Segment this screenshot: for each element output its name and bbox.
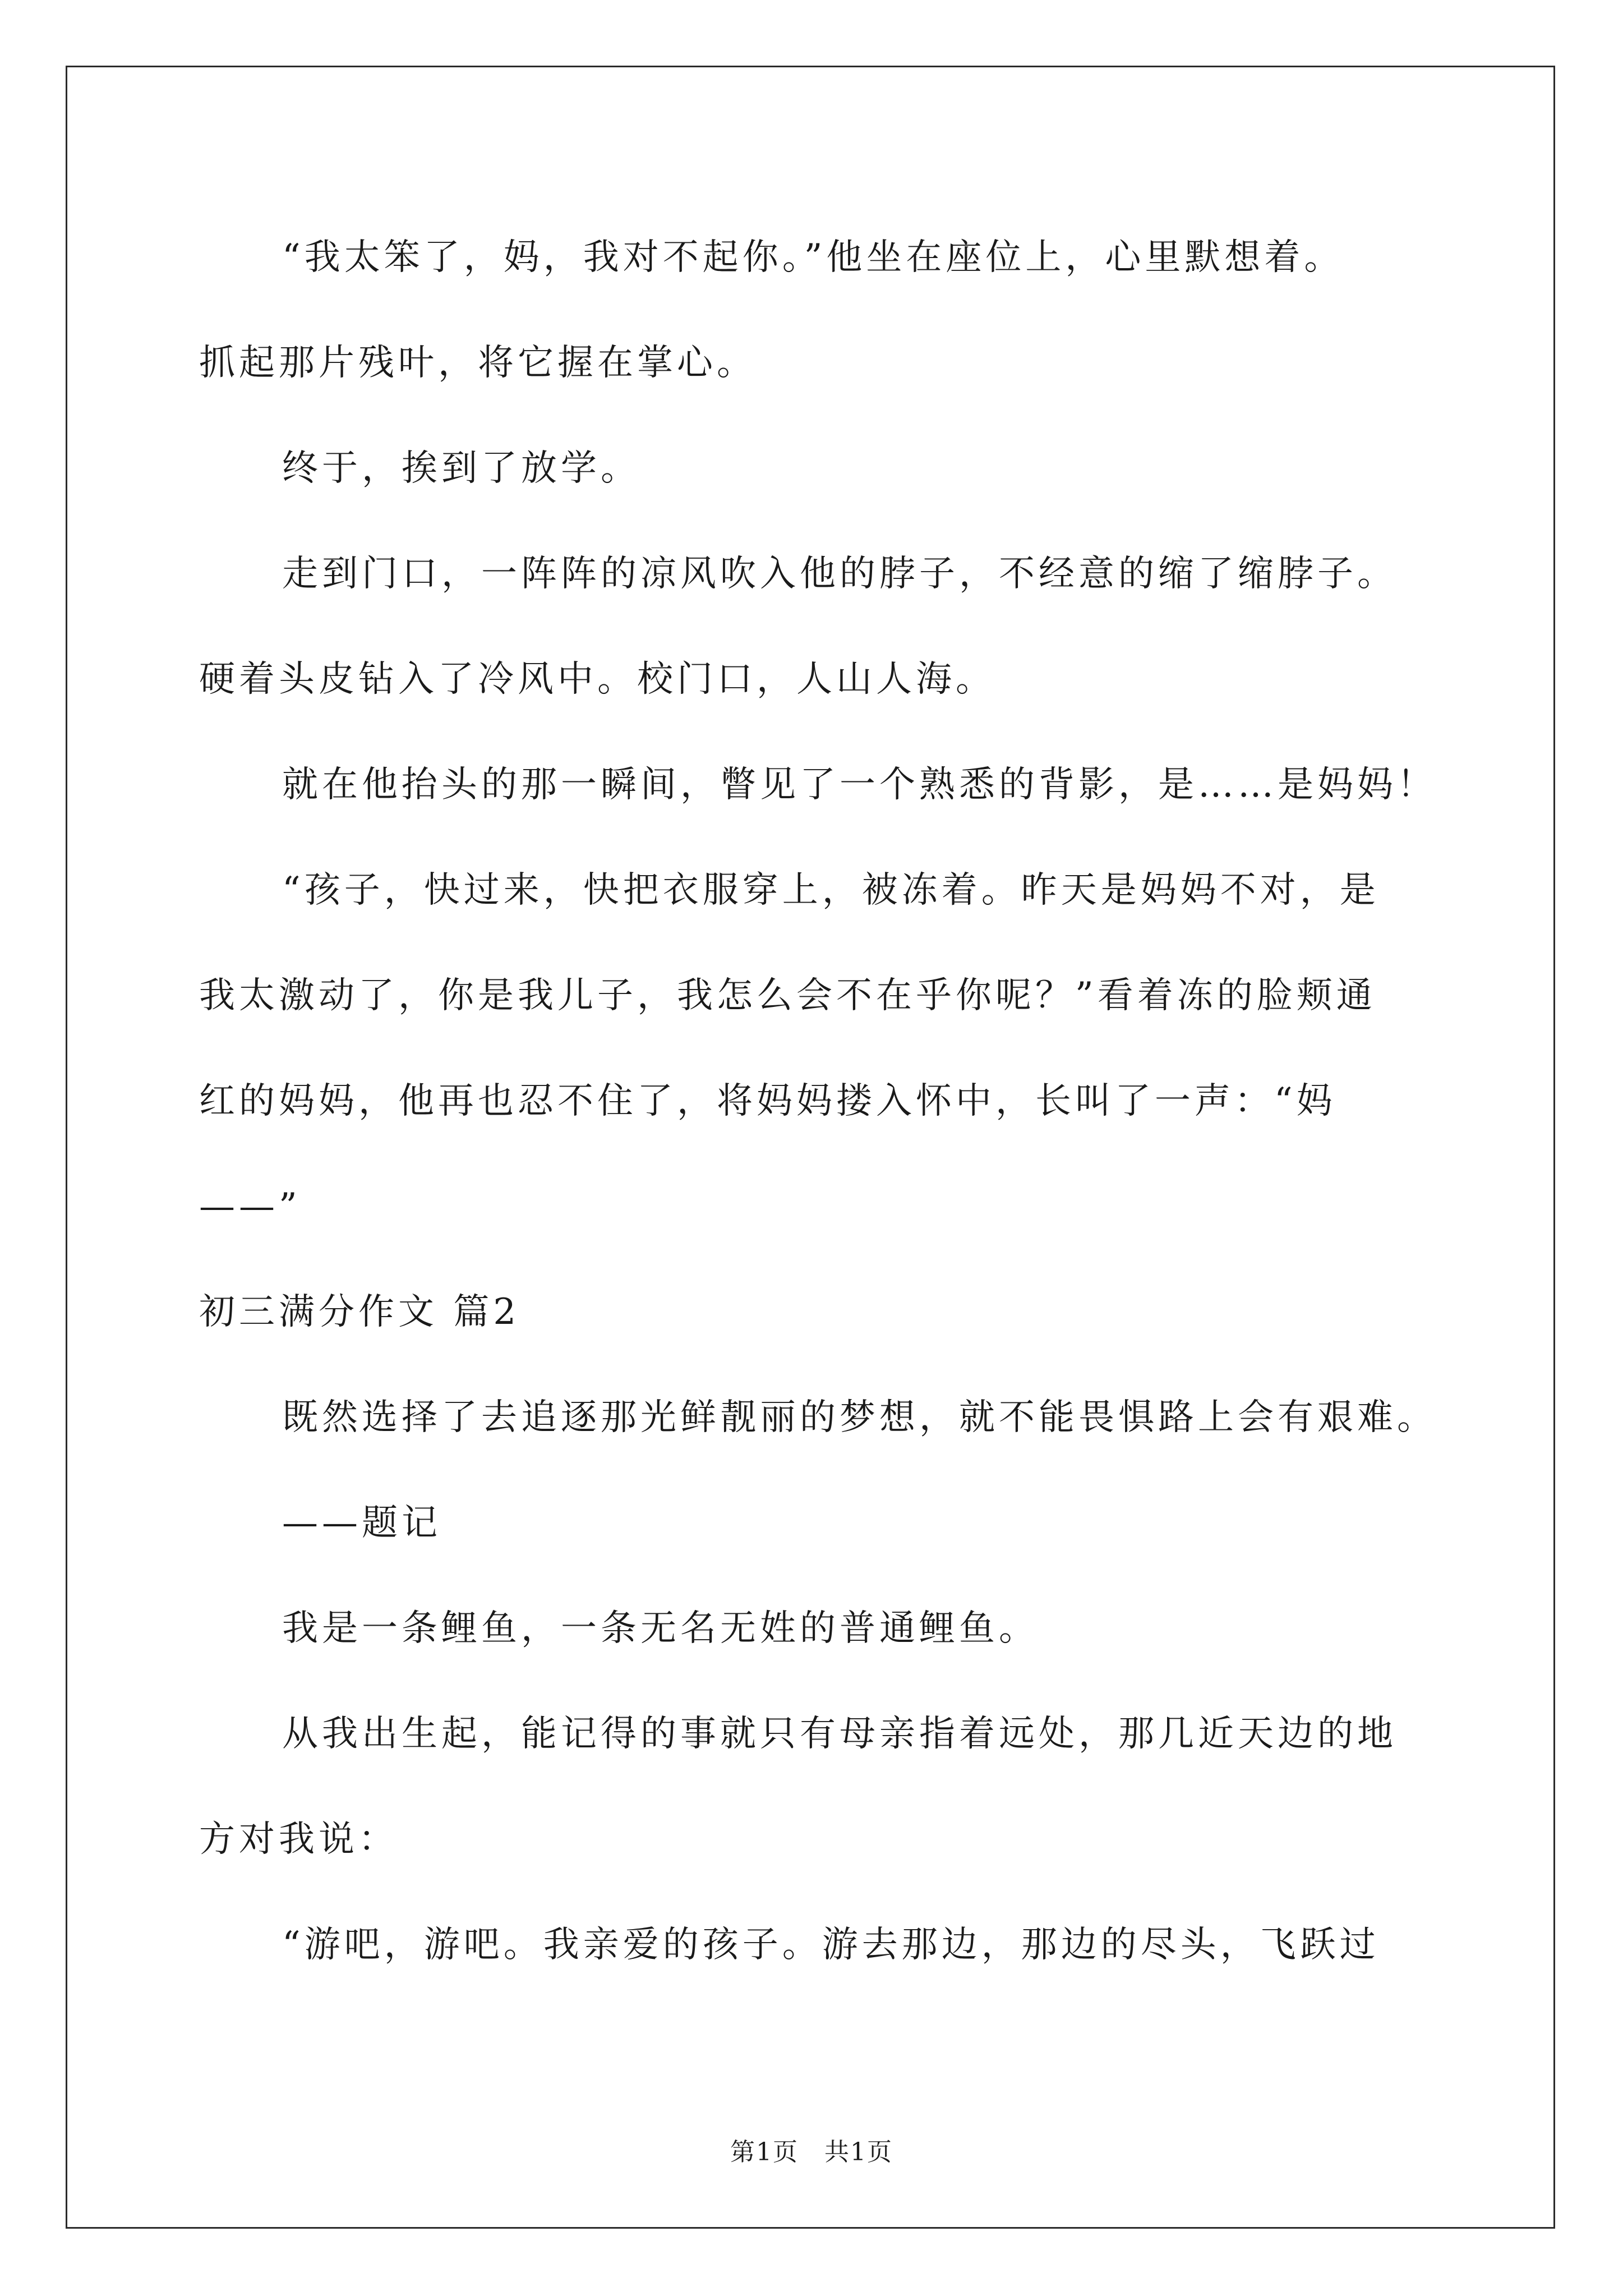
document-body: [199, 205, 1437, 1998]
text-line: 抓起那片残叶，将它握在掌心。: [199, 342, 757, 384]
page-footer: 第1页 共1页: [730, 2138, 893, 2166]
text-line: 我太激动了，你是我儿子，我怎么会不在乎你呢？”看着冻的脸颊通: [199, 975, 1376, 1016]
text-line: 我是一条鲤鱼，一条无名无姓的普通鲤鱼。: [282, 1608, 1039, 1649]
text-line: “孩子，快过来，快把衣服穿上，被冻着。昨天是妈妈不对，是: [282, 869, 1380, 911]
text-line: 就在他抬头的那一瞬间，瞥见了一个熟悉的背影，是……是妈妈！: [282, 764, 1437, 806]
text-line: ——题记: [282, 1502, 441, 1544]
text-line: ——”: [199, 1186, 301, 1227]
text-line: 从我出生起，能记得的事就只有母亲指着远处，那几近天边的地: [282, 1713, 1397, 1755]
text-block: [199, 205, 1437, 1998]
text-line: 红的妈妈，他再也忍不住了，将妈妈搂入怀中，长叫了一声：“妈: [199, 1080, 1336, 1122]
text-line: “游吧，游吧。我亲爱的孩子。游去那边，那边的尽头，飞跃过: [282, 1924, 1380, 1966]
text-line: 方对我说：: [199, 1819, 398, 1860]
text-line: “我太笨了，妈，我对不起你。”他坐在座位上，心里默想着。: [282, 237, 1344, 278]
text-line: 硬着头皮钻入了冷风中。校门口，人山人海。: [199, 659, 995, 700]
text-line: 既然选择了去追逐那光鲜靓丽的梦想，就不能畏惧路上会有艰难。: [282, 1397, 1437, 1438]
text-line: 走到门口，一阵阵的凉风吹入他的脖子，不经意的缩了缩脖子。: [282, 553, 1397, 595]
text-line: 初三满分作文 篇2: [199, 1291, 520, 1333]
text-line: 终于，挨到了放学。: [282, 448, 640, 489]
